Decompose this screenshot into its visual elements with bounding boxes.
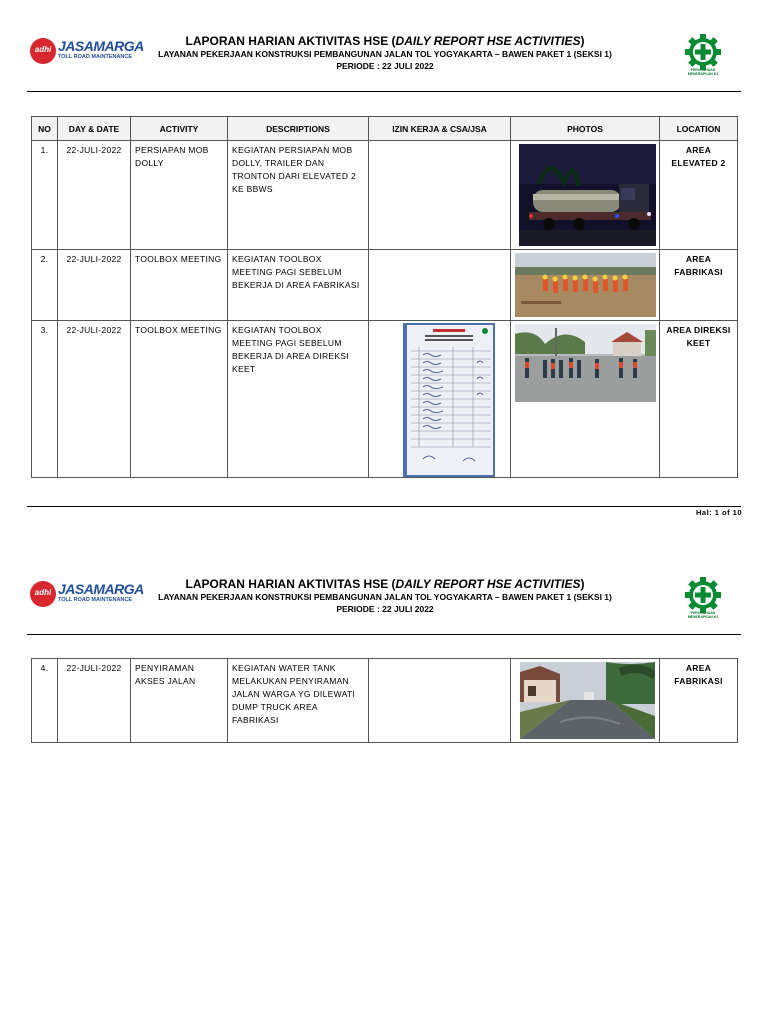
report-period: PERIODE : 22 JULI 2022 [336, 61, 434, 71]
col-location: LOCATION [660, 117, 738, 141]
activity-table [31, 658, 738, 743]
road-watering-photo [520, 662, 655, 739]
report-titles [130, 34, 640, 72]
table-row: 2. 22-JULI-2022 TOOLBOX MEETING KEGIATAN TOOLBOX MEETING PAGI SEBELUM BEKERJA DI AREA FABRIKASI AREA FABRIKASI [32, 250, 738, 321]
header-divider [27, 91, 741, 92]
activity-table [31, 116, 738, 478]
report-subtitle: LAYANAN PEKERJAAN KONSTRUKSI PEMBANGUNAN JALAN TOL YOGYAKARTA – BAWEN PAKET 1 (SEKSI 1) [158, 592, 612, 602]
report-title: LAPORAN HARIAN AKTIVITAS HSE (DAILY REPORT HSE ACTIVITIES) [185, 34, 585, 48]
adhi-logo: adhi [30, 38, 56, 64]
night-trailer-photo [519, 144, 656, 246]
page-header: adhi JASAMARGA TOLL ROAD MAINTENANCE LAPORAN HARIAN AKTIVITAS HSE (DAILY REPORT HSE ACTIVITIES) LAYANAN PEKERJAAN KONSTRUKSI PEMBANGUNAN JALAN TOL YOGYAKARTA – BAWEN PAKET 1 (SEKSI 1) PERIODE : 22 JULI 2022 PERUSAHAAN MENERAPKAN K3 [0, 30, 768, 100]
report-titles [130, 577, 640, 615]
footer-divider [27, 506, 741, 507]
table-row: 4. 22-JULI-2022 PENYIRAMAN AKSES JALAN KEGIATAN WATER TANK MELAKUKAN PENYIRAMAN JALAN WARGA YG DILEWATI DUMP TRUCK AREA FABRIKASI AREA FABRIKASI [32, 659, 738, 743]
col-descriptions: DESCRIPTIONS [228, 117, 369, 141]
table-row: 1. 22-JULI-2022 PERSIAPAN MOB DOLLY KEGIATAN PERSIAPAN MOB DOLLY, TRAILER DAN TRONTON DARI ELEVATED 2 KE BBWS AREA ELEVATED 2 [32, 141, 738, 250]
attendance-form-photo [403, 323, 495, 477]
adhi-logo: adhi [30, 581, 56, 607]
table-row: 3. 22-JULI-2022 TOOLBOX MEETING KEGIATAN TOOLBOX MEETING PAGI SEBELUM BEKERJA DI AREA DIREKSI KEET AREA DIREKSI KEET [32, 321, 738, 478]
page-header: adhi JASAMARGA TOLL ROAD MAINTENANCE LAPORAN HARIAN AKTIVITAS HSE (DAILY REPORT HSE ACTIVITIES) LAYANAN PEKERJAAN KONSTRUKSI PEMBANGUNAN JALAN TOL YOGYAKARTA – BAWEN PAKET 1 (SEKSI 1) PERIODE : 22 JULI 2022 PERUSAHAAN MENERAPKAN K3 [0, 573, 768, 643]
col-no: NO [32, 117, 58, 141]
toolbox-meeting-photo [515, 253, 656, 317]
report-title: LAPORAN HARIAN AKTIVITAS HSE (DAILY REPORT HSE ACTIVITIES) [185, 577, 585, 591]
jasamarga-logo: JASAMARGA TOLL ROAD MAINTENANCE [58, 38, 144, 60]
header-divider [27, 634, 741, 635]
col-activity: ACTIVITY [131, 117, 228, 141]
col-photos: PHOTOS [511, 117, 660, 141]
col-izin: IZIN KERJA & CSA/JSA [369, 117, 511, 141]
report-period: PERIODE : 22 JULI 2022 [336, 604, 434, 614]
col-date: DAY & DATE [58, 117, 131, 141]
toolbox-direksi-photo [515, 324, 656, 402]
table-header-row [32, 117, 738, 141]
page-number: Hal: 1 of 10 [695, 508, 742, 517]
jasamarga-logo: JASAMARGA TOLL ROAD MAINTENANCE [58, 581, 144, 603]
report-subtitle: LAYANAN PEKERJAAN KONSTRUKSI PEMBANGUNAN JALAN TOL YOGYAKARTA – BAWEN PAKET 1 (SEKSI 1) [158, 49, 612, 59]
